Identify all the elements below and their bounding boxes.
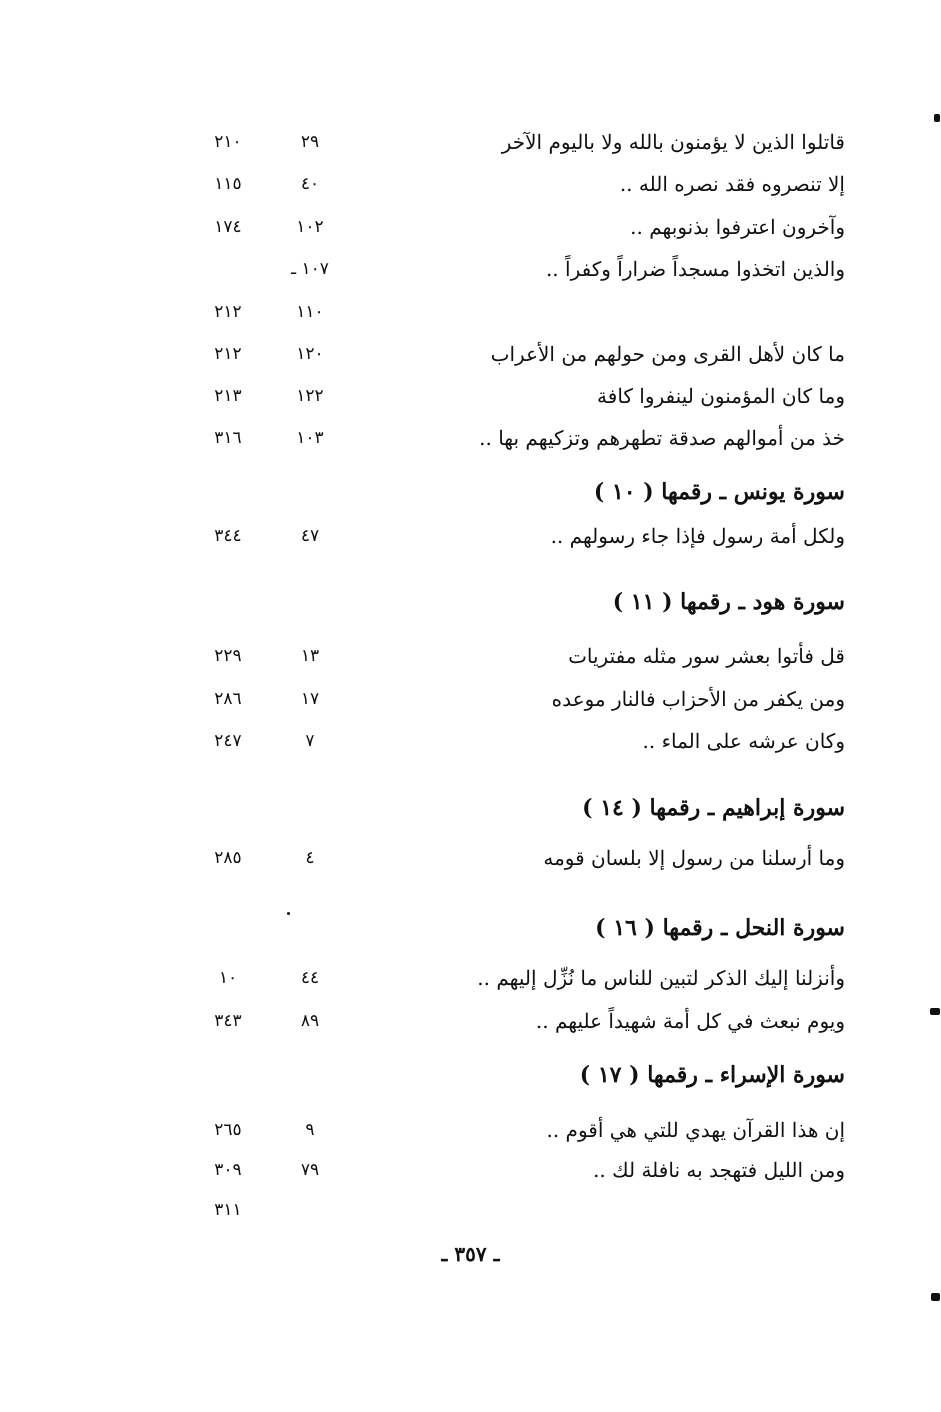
verse-text: ويوم نبعث في كل أمة شهيداً عليهم .. [535,1009,845,1033]
index-entry [0,1150,941,1190]
surah-heading-row [0,472,941,512]
index-entry [0,207,941,247]
verse-text: إلا تنصروه فقد نصره الله .. [619,172,845,196]
index-entry [0,249,941,289]
scan-speck [930,1008,940,1015]
surah-heading: سورة يونس ـ رقمها ( ١٠ ) [593,479,845,505]
verse-number: ٩ [305,1120,315,1140]
verse-text: قاتلوا الذين لا يؤمنون بالله ولا باليوم الآخر [501,130,845,154]
page-reference: ٢٢٩ [214,646,242,666]
index-entry [0,1190,941,1230]
verse-text: ولكل أمة رسول فإذا جاء رسولهم .. [550,524,845,548]
page-reference: ٣٠٩ [214,1160,242,1180]
scan-speck [934,114,940,122]
verse-text: قل فأتوا بعشر سور مثله مفتريات [568,644,845,668]
scan-speck [931,1293,940,1301]
verse-text: والذين اتخذوا مسجداً ضراراً وكفراً .. [545,257,845,281]
verse-text: وما أرسلنا من رسول إلا بلسان قومه [543,846,845,870]
verse-number: ١٣ [300,646,320,666]
page-reference: ٢٤٧ [214,731,242,751]
page-reference: ٣٤٤ [214,526,242,546]
page-number: ـ ٣٥٧ ـ [441,1242,500,1266]
verse-number: ٨٩ [300,1011,320,1031]
page-reference: ١٠ [218,968,238,988]
verse-number: ١٠٧ ـ [291,259,329,279]
verse-number: ٧ [305,731,315,751]
verse-number: ٤٤ [300,968,320,988]
surah-heading: سورة النحل ـ رقمها ( ١٦ ) [595,915,845,941]
verse-number: ٤٧ [300,526,320,546]
index-entry [0,334,941,374]
page-reference: ٣١١ [214,1200,242,1220]
surah-heading: سورة إبراهيم ـ رقمها ( ١٤ ) [582,795,845,821]
index-entry [0,376,941,416]
verse-text: خذ من أموالهم صدقة تطهرهم وتزكيهم بها .. [479,426,845,450]
surah-heading: سورة هود ـ رقمها ( ١١ ) [612,589,845,615]
index-entry [0,838,941,878]
index-entry [0,164,941,204]
verse-text: وكان عرشه على الماء .. [642,729,845,753]
verse-number: ١١٠ [296,302,324,322]
verse-text: وآخرون اعترفوا بذنوبهم .. [630,215,845,239]
verse-text: ومن الليل فتهجد به نافلة لك .. [593,1158,845,1182]
verse-text: وما كان المؤمنون لينفروا كافة [597,384,845,408]
page-reference: ٣٤٣ [214,1011,242,1031]
surah-heading-row [0,582,941,622]
index-entry [0,721,941,761]
verse-number: ١٢٢ [296,386,324,406]
surah-heading-row [0,908,941,948]
index-entry [0,418,941,458]
index-entry [0,958,941,998]
index-entry [0,122,941,162]
surah-heading-row [0,788,941,828]
page-reference: ٢٨٦ [214,689,242,709]
page-reference: ١١٥ [214,174,242,194]
verse-text: وأنزلنا إليك الذكر لتبين للناس ما نُزِّل إليهم .. [477,966,845,990]
page-reference: ٢١٣ [214,386,242,406]
index-entry [0,636,941,676]
verse-number: ٤ [305,848,315,868]
verse-number: ١٠٢ [296,217,324,237]
verse-number: ٢٩ [300,132,320,152]
verse-number: ٧٩ [300,1160,320,1180]
verse-number: ١٧ [300,689,320,709]
verse-text: ما كان لأهل القرى ومن حولهم من الأعراب [490,342,845,366]
scan-speck [287,912,290,915]
index-entry [0,679,941,719]
page-reference: ٢١٢ [214,344,242,364]
index-entry [0,1001,941,1041]
index-entry [0,292,941,332]
verse-number: ١٢٠ [296,344,324,364]
page-reference: ٢١٠ [214,132,242,152]
verse-number: ٤٠ [300,174,320,194]
page-reference: ٢١٢ [214,302,242,322]
index-entry [0,516,941,556]
index-entry [0,1110,941,1150]
page-reference: ١٧٤ [214,217,242,237]
page-reference: ٢٨٥ [214,848,242,868]
verse-text: ومن يكفر من الأحزاب فالنار موعده [551,687,845,711]
verse-number: ١٠٣ [296,428,324,448]
page-reference: ٣١٦ [214,428,242,448]
surah-heading-row [0,1055,941,1095]
surah-heading: سورة الإسراء ـ رقمها ( ١٧ ) [579,1062,845,1088]
page-reference: ٢٦٥ [214,1120,242,1140]
verse-text: إن هذا القرآن يهدي للتي هي أقوم .. [546,1118,845,1142]
